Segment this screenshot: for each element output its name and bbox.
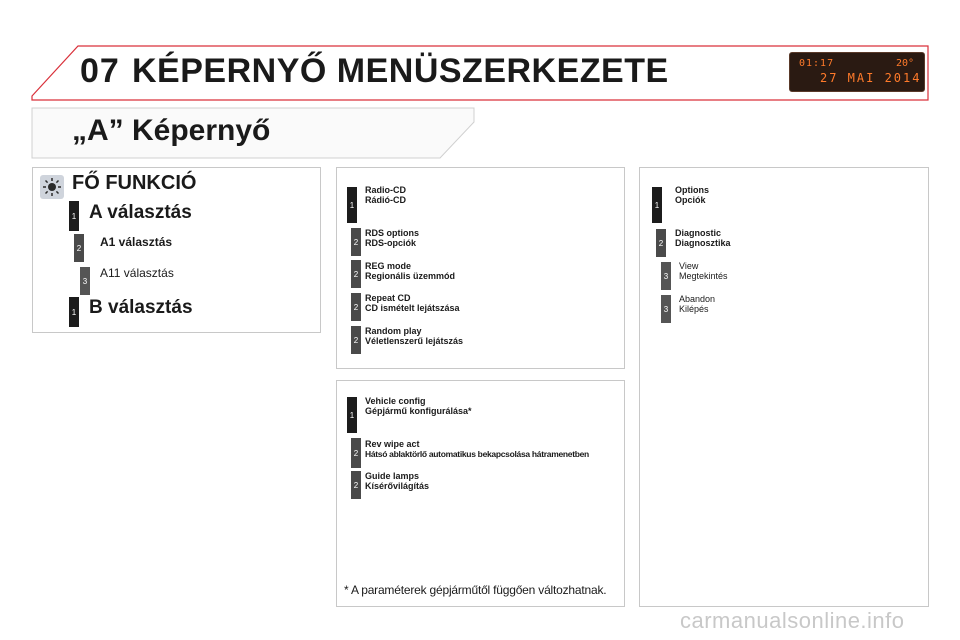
menu-item-hu: Rádió-CD [365,195,406,205]
display-date: 27 MAI 2014 [820,71,922,85]
legend-heading: FŐ FUNKCIÓ [72,172,197,194]
menu-item-hu: CD ismételt lejátszása [365,303,460,313]
menu-item-en: Guide lamps [365,471,420,481]
menu-item-en: Vehicle config [365,396,426,406]
level-badge: 2 [351,326,361,354]
level-badge: 1 [347,187,357,223]
menu-item-en: Abandon [679,294,716,304]
legend-item: A választás [89,202,192,223]
menu-item-hu: Véletlenszerű lejátszás [365,336,464,346]
display-temperature: 20° [895,58,914,69]
level-badge: 1 [69,297,79,327]
chapter-number: 07 [80,52,120,90]
menu-item-en: REG mode [365,261,412,271]
menu-item-en: Rev wipe act [365,439,420,449]
level-badge: 1 [652,187,662,223]
menu-item-hu: Regionális üzemmód [365,271,456,281]
display-time: 01:17 [799,58,835,69]
menu-item-en: View [679,261,699,271]
level-badge: 2 [351,228,361,256]
level-badge: 2 [656,229,666,257]
level-badge: 1 [347,397,357,433]
menu-item-en: Diagnostic [675,228,722,238]
level-badge: 3 [80,267,90,295]
legend-item: A1 választás [100,235,173,249]
menu-item-hu: Kilépés [679,304,709,314]
level-badge: 2 [351,293,361,321]
menu-item-hu: Opciók [675,195,706,205]
level-badge: 3 [661,295,671,323]
menu-item-en: Options [675,185,709,195]
radio-display [789,52,925,92]
menu-item-hu: RDS-opciók [365,238,417,248]
section-title: „A” Képernyő [72,114,271,147]
lamp-icon [40,175,64,199]
watermark: carmanualsonline.info [680,608,905,633]
level-badge: 3 [661,262,671,290]
level-badge: 1 [69,201,79,231]
menu-item-en: Repeat CD [365,293,411,303]
level-badge: 2 [351,471,361,499]
legend-item: B választás [89,297,193,318]
menu-item-en: RDS options [365,228,419,238]
menu-item-en: Random play [365,326,422,336]
legend-item: A11 választás [100,266,174,280]
page-title: KÉPERNYŐ MENÜSZERKEZETE [132,52,669,90]
menu-item-hu: Megtekintés [679,271,728,281]
level-badge: 2 [351,260,361,288]
level-badge: 2 [351,438,361,468]
menu-item-en: Radio-CD [365,185,406,195]
menu-item-hu: Hátsó ablaktörlő automatikus bekapcsolása hátramenetben [365,449,589,459]
menu-item-hu: Kísérővilágítás [365,481,430,491]
menu-item-hu: Diagnosztika [675,238,731,248]
footnote: * A paraméterek gépjárműtől függően változhatnak. [344,583,607,597]
menu-item-hu: Gépjármű konfigurálása* [365,406,472,416]
level-badge: 2 [74,234,84,262]
